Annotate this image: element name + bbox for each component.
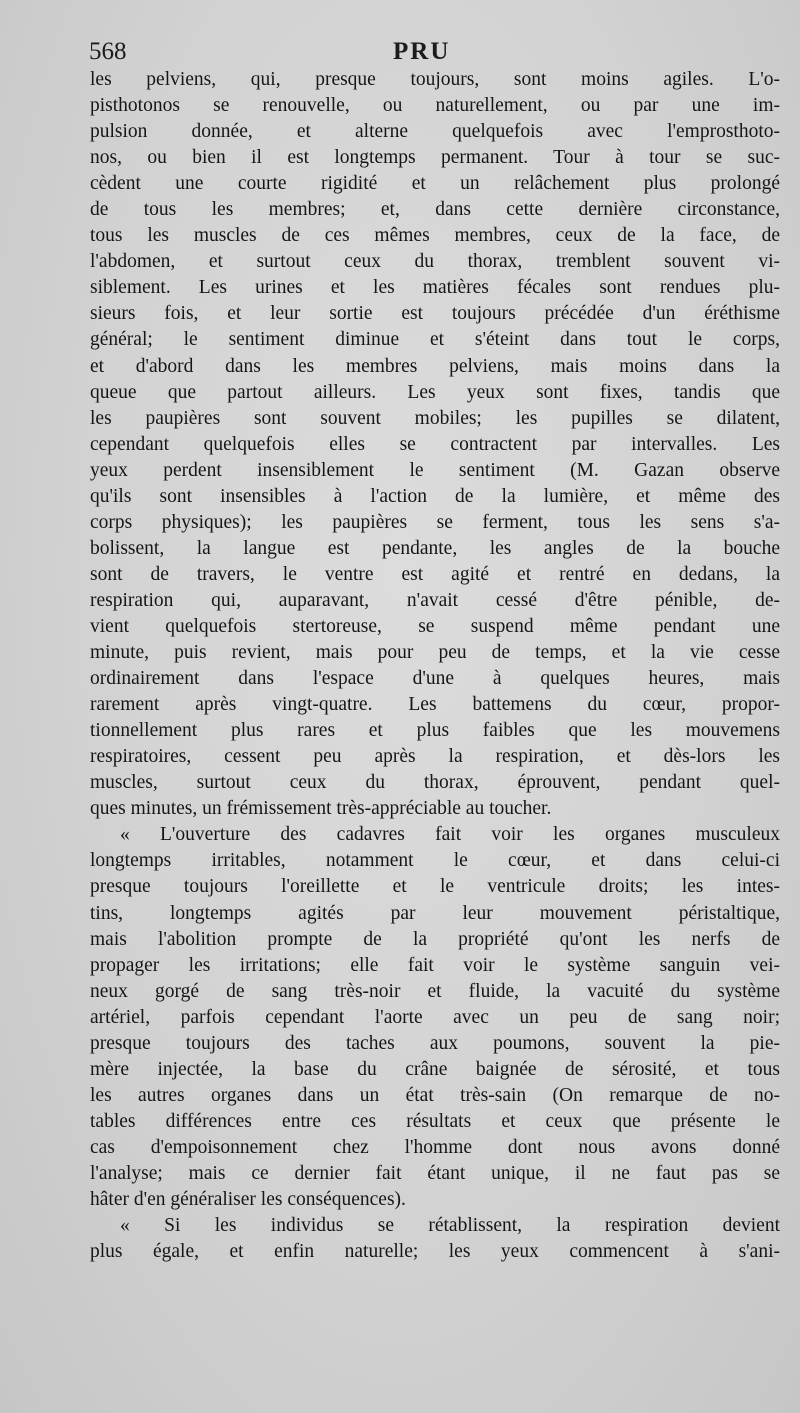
text-line: pisthotonos se renouvelle, ou naturellement, ou par une im-: [90, 95, 780, 117]
text-line: pulsion donnée, et alterne quelquefois avec l'emprosthoto-: [90, 121, 780, 143]
running-head: PRU: [393, 38, 451, 65]
text-line: artériel, parfois cependant l'aorte avec un peu de sang noir;: [90, 1006, 780, 1028]
text-line: tionnellement plus rares et plus faibles que les mouvemens: [90, 720, 780, 742]
text-line: presque toujours des taches aux poumons, souvent la pie-: [90, 1032, 780, 1054]
text-line: bolissent, la langue est pendante, les angles de la bouche: [90, 537, 780, 559]
text-line: de tous les membres; et, dans cette dernière circonstance,: [90, 199, 780, 221]
text-line: les pelviens, qui, presque toujours, sont moins agiles. L'o-: [90, 69, 780, 90]
text-line: nos, ou bien il est longtemps permanent. Tour à tour se suc-: [90, 147, 780, 169]
text-line: l'analyse; mais ce dernier fait étant unique, il ne faut pas se: [90, 1162, 780, 1184]
text-line: longtemps irritables, notamment le cœur, et dans celui-ci: [90, 850, 780, 872]
text-line: plus égale, et enfin naturelle; les yeux commencent à s'ani-: [90, 1241, 780, 1263]
text-line: presque toujours l'oreillette et le ventricule droits; les intes-: [90, 876, 780, 898]
text-line: queue que partout ailleurs. Les yeux sont fixes, tandis que: [90, 381, 780, 403]
text-line: cas d'empoisonnement chez l'homme dont nous avons donné: [90, 1136, 780, 1158]
text-line: qu'ils sont insensibles à l'action de la lumière, et même des: [90, 485, 780, 507]
text-line: tous les muscles de ces mêmes membres, ceux de la face, de: [90, 225, 780, 247]
text-line: cèdent une courte rigidité et un relâchement plus prolongé: [90, 173, 780, 195]
text-line: les autres organes dans un état très-sain (On remarque de no-: [90, 1084, 780, 1106]
text-line: minute, puis revient, mais pour peu de temps, et la vie cesse: [90, 642, 780, 664]
text-line: les paupières sont souvent mobiles; les pupilles se dilatent,: [90, 407, 780, 429]
text-line: sont de travers, le ventre est agité et rentré en dedans, la: [90, 563, 780, 585]
text-line: général; le sentiment diminue et s'éteint dans tout le corps,: [90, 329, 780, 351]
text-line: respiration qui, auparavant, n'avait cessé d'être pénible, de-: [90, 589, 780, 611]
text-line: ordinairement dans l'espace d'une à quelques heures, mais: [90, 668, 780, 690]
text-line: « L'ouverture des cadavres fait voir les organes musculeux: [120, 824, 780, 846]
text-line: mère injectée, la base du crâne baignée de sérosité, et tous: [90, 1058, 780, 1080]
text-line: tables différences entre ces résultats et ceux que présente le: [90, 1110, 780, 1132]
text-line: tins, longtemps agités par leur mouvement péristaltique,: [90, 902, 780, 924]
text-line: neux gorgé de sang très-noir et fluide, la vacuité du système: [90, 980, 780, 1002]
text-line: « Si les individus se rétablissent, la respiration devient: [120, 1215, 780, 1237]
text-line: hâter d'en généraliser les conséquences).: [90, 1189, 406, 1211]
text-line: et d'abord dans les membres pelviens, mais moins dans la: [90, 355, 780, 377]
text-line: propager les irritations; elle fait voir le système sanguin vei-: [90, 954, 780, 976]
text-line: corps physiques); les paupières se ferment, tous les sens s'a-: [90, 511, 780, 533]
text-line: rarement après vingt-quatre. Les battemens du cœur, propor-: [90, 694, 780, 716]
page-number: 568: [89, 38, 127, 65]
text-line: ques minutes, un frémissement très-appréciable au toucher.: [90, 798, 552, 820]
text-line: vient quelquefois stertoreuse, se suspend même pendant une: [90, 615, 780, 637]
body-text: [90, 67, 780, 1265]
text-line: muscles, surtout ceux du thorax, éprouvent, pendant quel-: [90, 772, 780, 794]
text-line: respiratoires, cessent peu après la respiration, et dès-lors les: [90, 746, 780, 768]
text-line: siblement. Les urines et les matières fécales sont rendues plu-: [90, 277, 780, 299]
text-line: mais l'abolition prompte de la propriété qu'ont les nerfs de: [90, 928, 780, 950]
text-line: l'abdomen, et surtout ceux du thorax, tremblent souvent vi-: [90, 251, 780, 273]
text-line: yeux perdent insensiblement le sentiment (M. Gazan observe: [90, 459, 780, 481]
text-line: cependant quelquefois elles se contractent par intervalles. Les: [90, 433, 780, 455]
text-line: sieurs fois, et leur sortie est toujours précédée d'un éréthisme: [90, 303, 780, 325]
